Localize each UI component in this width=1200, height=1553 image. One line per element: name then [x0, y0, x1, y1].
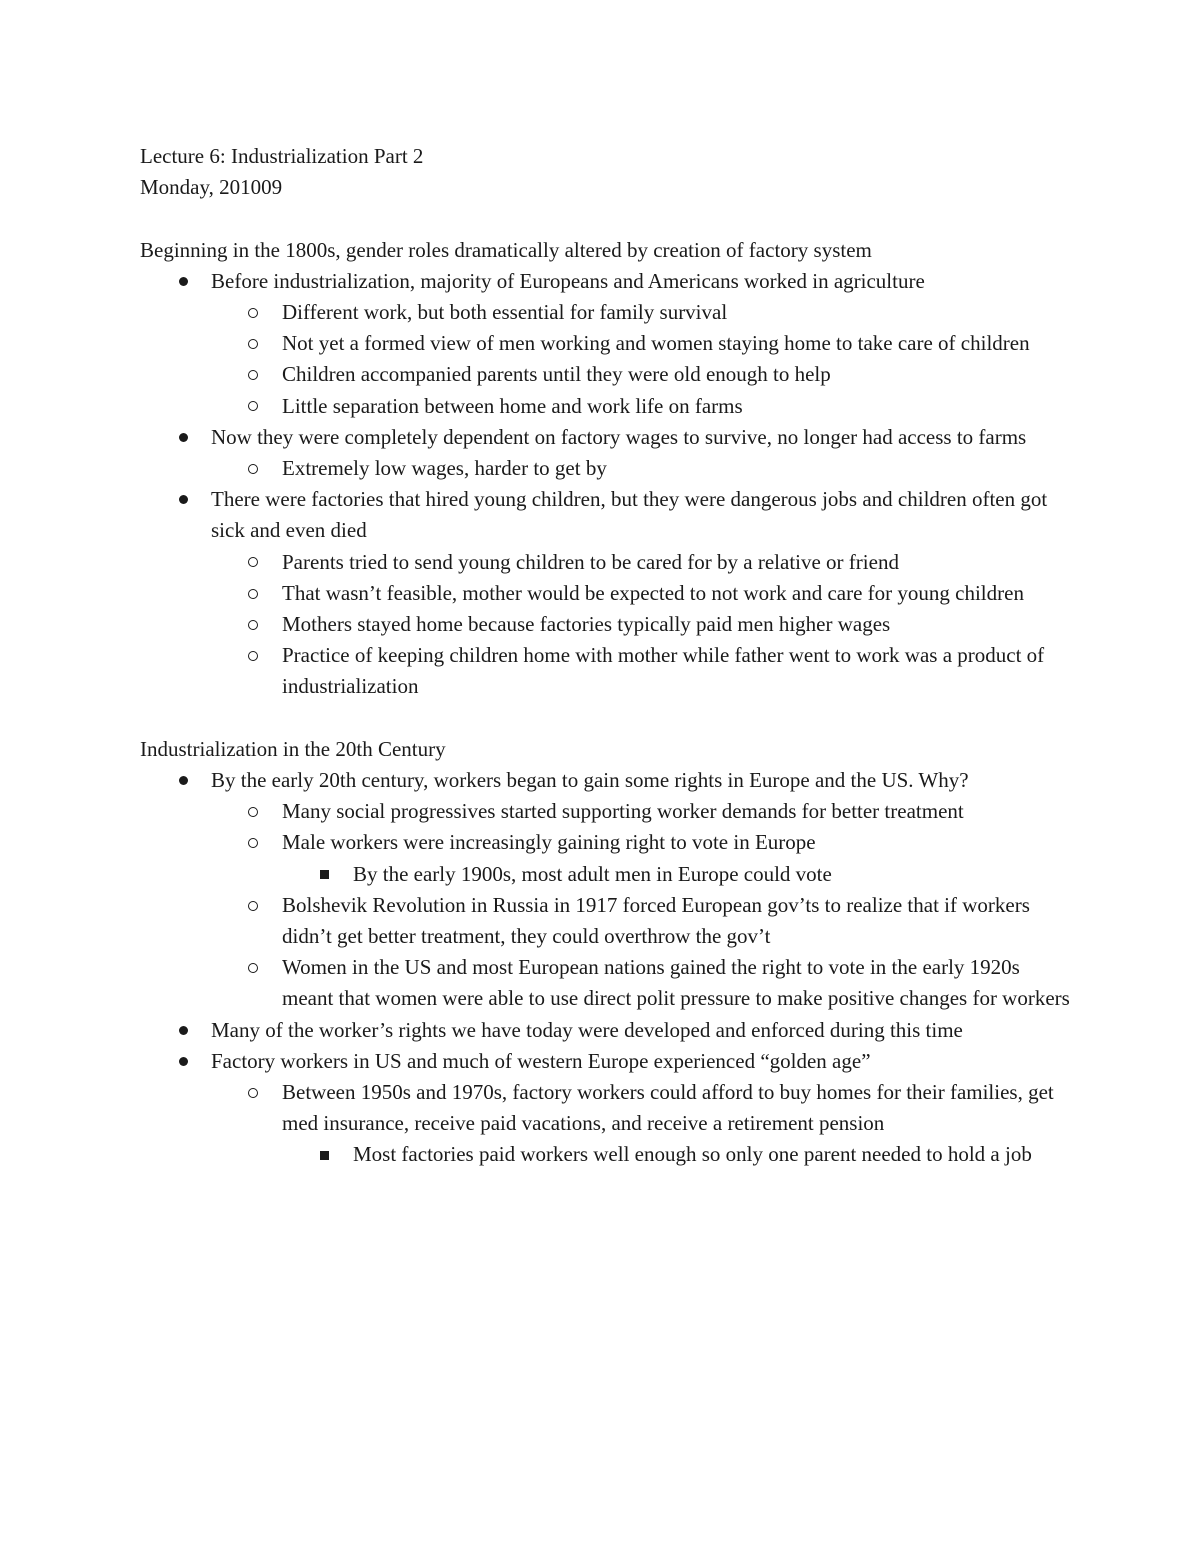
bullet-list	[140, 765, 1070, 1171]
list-item: Many of the worker’s rights we have today were developed and enforced during this time	[140, 1015, 1070, 1046]
list-item: Parents tried to send young children to be cared for by a relative or friend	[140, 547, 1070, 578]
bullet-circle-icon	[243, 453, 263, 484]
list-item: Factory workers in US and much of western Europe experienced “golden age”	[140, 1046, 1070, 1077]
bullet-circle-icon	[243, 578, 263, 609]
bullet-circle-icon	[243, 952, 263, 983]
list-item: There were factories that hired young children, but they were dangerous jobs and children often got sick and even died	[140, 484, 1070, 546]
list-item: Now they were completely dependent on factory wages to survive, no longer had access to farms	[140, 422, 1070, 453]
list-item: Different work, but both essential for family survival	[140, 297, 1070, 328]
list-item: Male workers were increasingly gaining right to vote in Europe	[140, 827, 1070, 858]
list-item: Bolshevik Revolution in Russia in 1917 forced European gov’ts to realize that if workers didn’t get better treatment, they could overthrow the gov’t	[140, 890, 1070, 952]
bullet-circle-icon	[243, 827, 263, 858]
blank-line	[140, 703, 1070, 734]
bullet-dot-icon	[173, 765, 193, 796]
section-heading: Industrialization in the 20th Century	[140, 736, 446, 761]
bullet-circle-icon	[243, 359, 263, 390]
list-item: By the early 20th century, workers began to gain some rights in Europe and the US. Why?	[140, 765, 1070, 796]
list-item: Not yet a formed view of men working and women staying home to take care of children	[140, 328, 1070, 359]
bullet-circle-icon	[243, 1077, 263, 1108]
section-heading: Beginning in the 1800s, gender roles dramatically altered by creation of factory system	[140, 237, 872, 262]
bullet-circle-icon	[243, 547, 263, 578]
list-item: Mothers stayed home because factories typically paid men higher wages	[140, 609, 1070, 640]
blank-line	[140, 203, 1070, 234]
bullet-circle-icon	[243, 640, 263, 671]
bullet-list	[140, 266, 1070, 703]
bullet-square-icon	[314, 1139, 334, 1170]
list-item: Most factories paid workers well enough so only one parent needed to hold a job	[140, 1139, 1070, 1170]
bullet-dot-icon	[173, 422, 193, 453]
list-item: That wasn’t feasible, mother would be expected to not work and care for young children	[140, 578, 1070, 609]
list-item: Women in the US and most European nations gained the right to vote in the early 1920s meant that women were able to use direct polit pressure to make positive changes for workers	[140, 952, 1070, 1014]
document-page	[140, 141, 1070, 1171]
list-item: Extremely low wages, harder to get by	[140, 453, 1070, 484]
list-item: Practice of keeping children home with mother while father went to work was a product of industrialization	[140, 640, 1070, 702]
bullet-circle-icon	[243, 890, 263, 921]
lecture-date: Monday, 201009	[140, 175, 283, 200]
bullet-circle-icon	[243, 609, 263, 640]
bullet-circle-icon	[243, 297, 263, 328]
list-item: Before industrialization, majority of Europeans and Americans worked in agriculture	[140, 266, 1070, 297]
bullet-circle-icon	[243, 328, 263, 359]
bullet-dot-icon	[173, 1015, 193, 1046]
list-item: Little separation between home and work life on farms	[140, 391, 1070, 422]
bullet-square-icon	[314, 859, 334, 890]
list-item: Many social progressives started supporting worker demands for better treatment	[140, 796, 1070, 827]
list-item: Between 1950s and 1970s, factory workers could afford to buy homes for their families, get med insurance, receive paid vacations, and receive a retirement pension	[140, 1077, 1070, 1139]
bullet-circle-icon	[243, 796, 263, 827]
bullet-circle-icon	[243, 391, 263, 422]
lecture-title: Lecture 6: Industrialization Part 2	[140, 144, 424, 168]
bullet-dot-icon	[173, 1046, 193, 1077]
bullet-dot-icon	[173, 266, 193, 297]
bullet-dot-icon	[173, 484, 193, 515]
list-item: Children accompanied parents until they were old enough to help	[140, 359, 1070, 390]
list-item: By the early 1900s, most adult men in Europe could vote	[140, 859, 1070, 890]
